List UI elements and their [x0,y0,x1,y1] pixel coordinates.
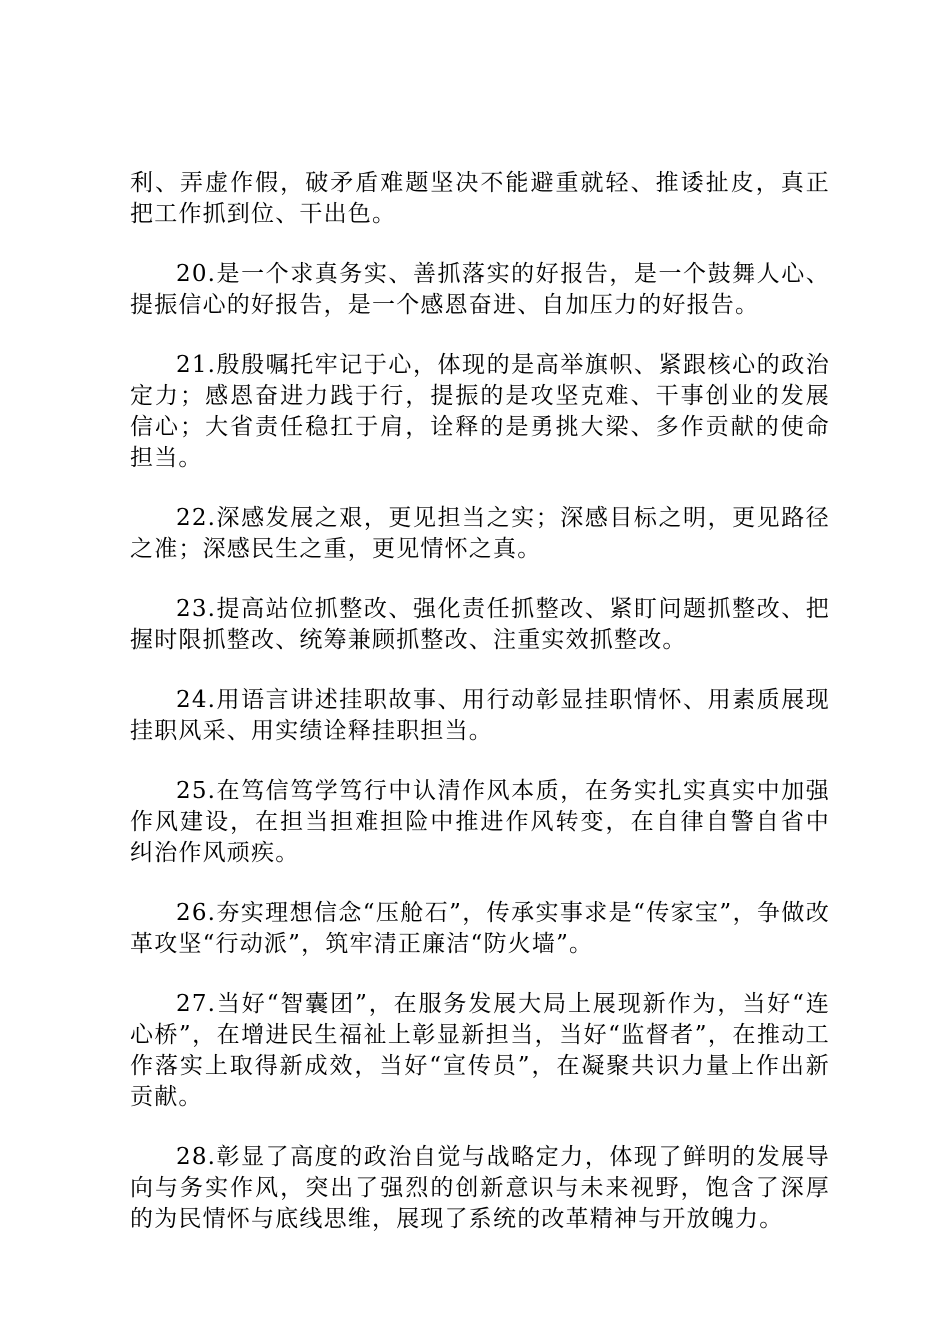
paragraph-27: 27.当好“智囊团”，在服务发展大局上展现新作为，当好“连心桥”，在增进民生福祉上彰显新担当，当好“监督者”，在推动工作落实上取得新成效，当好“宣传员”，在凝聚共识力量上作出新贡献。 [130,991,830,1110]
paragraph-22: 22.深感发展之艰，更见担当之实；深感目标之明，更见路径之准；深感民生之重，更见情怀之真。 [130,505,830,562]
paragraph-26: 26.夯实理想信念“压舱石”，传承实事求是“传家宝”，争做改革攻坚“行动派”，筑牢清正廉洁“防火墙”。 [130,900,830,957]
paragraph-23: 23.提高站位抓整改、强化责任抓整改、紧盯问题抓整改、把握时限抓整改、统筹兼顾抓整改、注重实效抓整改。 [130,596,830,653]
paragraph-20: 20.是一个求真务实、善抓落实的好报告，是一个鼓舞人心、提振信心的好报告，是一个感恩奋进、自加压力的好报告。 [130,261,830,318]
paragraph-28: 28.彰显了高度的政治自觉与战略定力，体现了鲜明的发展导向与务实作风，突出了强烈的创新意识与未来视野，饱含了深厚的为民情怀与底线思维，展现了系统的改革精神与开放魄力。 [130,1144,830,1232]
document-body [130,168,830,1264]
paragraph-24: 24.用语言讲述挂职故事、用行动彰显挂职情怀、用素质展现挂职风采、用实绩诠释挂职担当。 [130,687,830,744]
paragraph-continued: 利、弄虚作假，破矛盾难题坚决不能避重就轻、推诿扯皮，真正把工作抓到位、干出色。 [130,170,830,227]
paragraph-21: 21.殷殷嘱托牢记于心，体现的是高举旗帜、紧跟核心的政治定力；感恩奋进力践于行，提振的是攻坚克难、干事创业的发展信心；大省责任稳扛于肩，诠释的是勇挑大梁、多作贡献的使命担当。 [130,352,830,471]
paragraph-25: 25.在笃信笃学笃行中认清作风本质，在务实扎实真实中加强作风建设，在担当担难担险中推进作风转变，在自律自警自省中纠治作风顽疾。 [130,778,830,866]
